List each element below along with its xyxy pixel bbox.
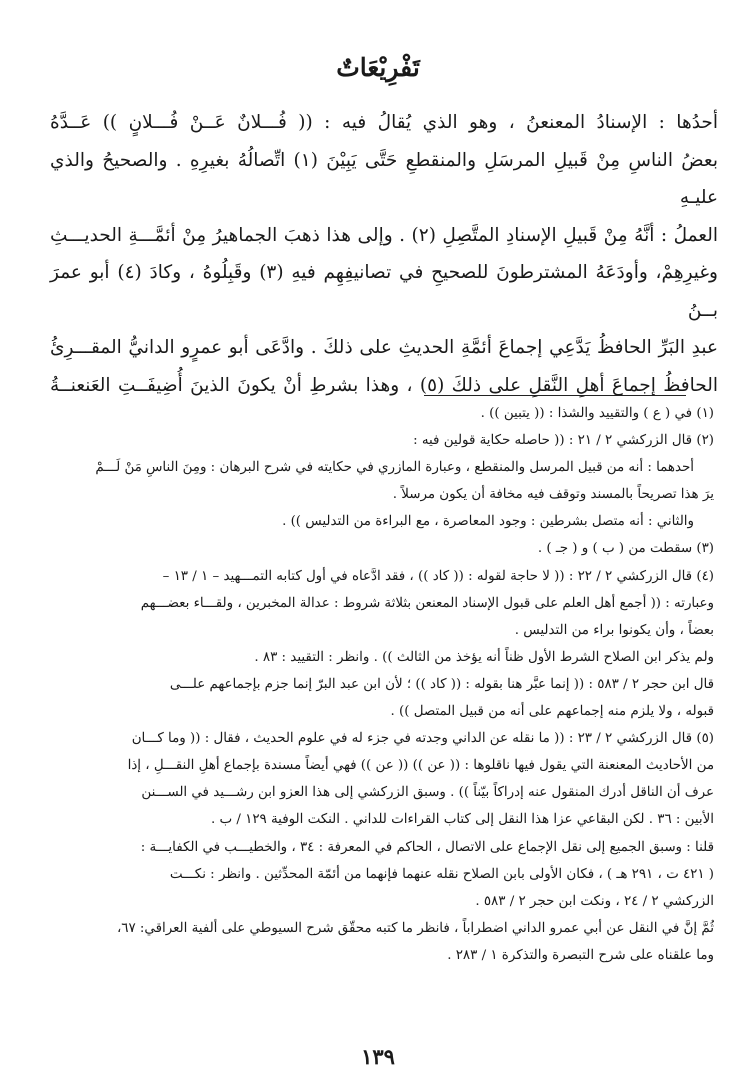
main-line: أحدُها : الإسنادُ المعنعنُ ، وهو الذي يُقالُ فيه : (( فُـــلانٌ عَــنْ فُـــلانٍ )) عَــدَّهُ	[50, 112, 718, 133]
main-line: بعضُ الناسِ مِنْ قَبيلِ المرسَلِ والمنقطعِ حَتَّى يَبِيْنَ (١) اتِّصالُهُ بغيرِهِ . والصحيحُ والذي عليـهِ	[50, 149, 718, 208]
page-number: ١٣٩	[361, 1044, 395, 1069]
main-line: العملُ : أنَّهُ مِنْ قَبيلِ الإسنادِ المتَّصِلِ (٢) . وإلى هذا ذهبَ الجماهيرُ مِنْ أئمَّـــةِ الحديـــثِ	[50, 224, 719, 246]
footnote-line: أحدهما : أنه من قبيل المرسل والمنقطع ، وعبارة المازري في حكايته في شرح البرهان : ومِنَ الناسِ مَنْ لَـــمْ	[95, 460, 694, 476]
footnote-line: وما علقناه على شرح التبصرة والتذكرة ١ / ٢٨٣ .	[447, 947, 714, 963]
footnote-line: الأبين : ٣٦ . لكن البقاعي عزا هذا النقل إلى كتاب القراءات للداني . النكت الوفية ١٢٩ / ب .	[211, 812, 714, 828]
footnote-line: ثُمَّ إنَّ في النقل عن أبي عمرو الداني اضطراباً ، فانظر ما كتبه محقّق شرح السيوطي على ألفية العراقي: ٦٧،	[116, 920, 714, 936]
footnote-line: قبوله ، ولا يلزم منه إجماعهم على أنه من قبيل المتصل )) .	[390, 704, 714, 720]
footnote-line: يرَ هذا تصريحاً بالمسند وتوقف فيه مخافة أن يكون مرسلاً .	[392, 487, 714, 503]
footnote-line: (٢) قال الزركشي ٢ / ٢١ : (( حاصله حكاية قولين فيه :	[413, 433, 714, 449]
footnote-line: ( ٤٢١ ت ، ٢٩١ هـ ) ، فكان الأولى بابن الصلاح نقله عنهما فإنهما من أئمّة المحدِّثين . وانظر : نكـــت	[169, 866, 714, 882]
main-line: عبدِ البَرِّ الحافظُ يَدَّعِي إجماعَ أئمَّةِ الحديثِ على ذلكَ . وادَّعَى أبو عمرٍو الدانيُّ المقـــرِئُ	[50, 337, 718, 358]
footnote-line: عرف أن الناقل أدرك المنقول عنه إدراكاً بيّناً )) . وسبق الزركشي إلى هذا العزو ابن رشـــيد في الســـنن	[141, 785, 714, 801]
footnote-line: وعبارته : (( أجمع أهل العلم على قبول الإسناد المعنعن بثلاثة شروط : عدالة المخبرين ، ولقـــاء بعضـــهم	[140, 595, 714, 611]
footnote-line: (٤) قال الزركشي ٢ / ٢٢ : (( لا حاجة لقوله : (( كاد )) ، فقد ادَّعاه في أول كتابه التمـــهيد – ١ / ١٣ –	[162, 568, 714, 584]
page-title: تَفْرِيْعَاتٌ	[336, 53, 420, 82]
footnote-separator	[424, 395, 686, 396]
footnote-line: (٣) سقطت من ( ب ) و ( جـ ) .	[537, 541, 714, 557]
footnotes	[46, 400, 714, 969]
footnote-line: (١) في ( ع ) والتقييد والشذا : (( يتبين )) .	[480, 406, 714, 421]
footnote-line: (٥) قال الزركشي ٢ / ٢٣ : (( ما نقله عن الداني وجدته في جزء له في علوم الحديث ، فقال : (( وما كـــان	[131, 731, 714, 747]
footnote-line: ولم يذكر ابن الصلاح الشرط الأول ظناً أنه يؤخذ من الثالث )) . وانظر : التقييد : ٨٣ .	[254, 649, 714, 665]
footnote-line: والثاني : أنه متصل بشرطين : وجود المعاصرة ، مع البراءة من التدليس )) .	[282, 514, 694, 530]
main-text	[50, 104, 718, 404]
main-line: الحافظُ إجماعَ أهلِ النَّقلِ على ذلكَ (٥) ، وهذا بشرطِ أنْ يكونَ الذينَ أُضِيفَــتِ العَنعنــةُ	[50, 374, 719, 396]
footnote-line: من الأحاديث المعنعنة التي يقول فيها ناقلوها : (( عن )) (( عن )) فهي أيضاً مسندة بإجماع أهلِ النقـــلِ ، إذا	[127, 758, 714, 774]
footnote-line: قال ابن حجر ٢ / ٥٨٣ : (( إنما عبَّر هنا بقوله : (( كاد )) ؛ لأن ابن عبد البرّ إنما جزم بإجماعهم علـــى	[169, 676, 714, 692]
footnote-line: بعضاً ، وأن يكونوا براء من التدليس .	[514, 622, 714, 638]
footnote-line: الزركشي ٢ / ٢٤ ، ونكت ابن حجر ٢ / ٥٨٣ .	[475, 893, 714, 909]
footnote-line: قلنا : وسبق الجميع إلى نقل الإجماع على الاتصال ، الحاكم في المعرفة : ٣٤ ، والخطيـــب في الكفايـــة :	[140, 839, 714, 855]
main-line: وغيرِهِمْ، وأودَعَهُ المشترطونَ للصحيحِ في تصانيفِهِم فيهِ (٣) وقَبِلُوهُ ، وكادَ (٤) أبو عمرَ بــنُ	[50, 262, 718, 321]
